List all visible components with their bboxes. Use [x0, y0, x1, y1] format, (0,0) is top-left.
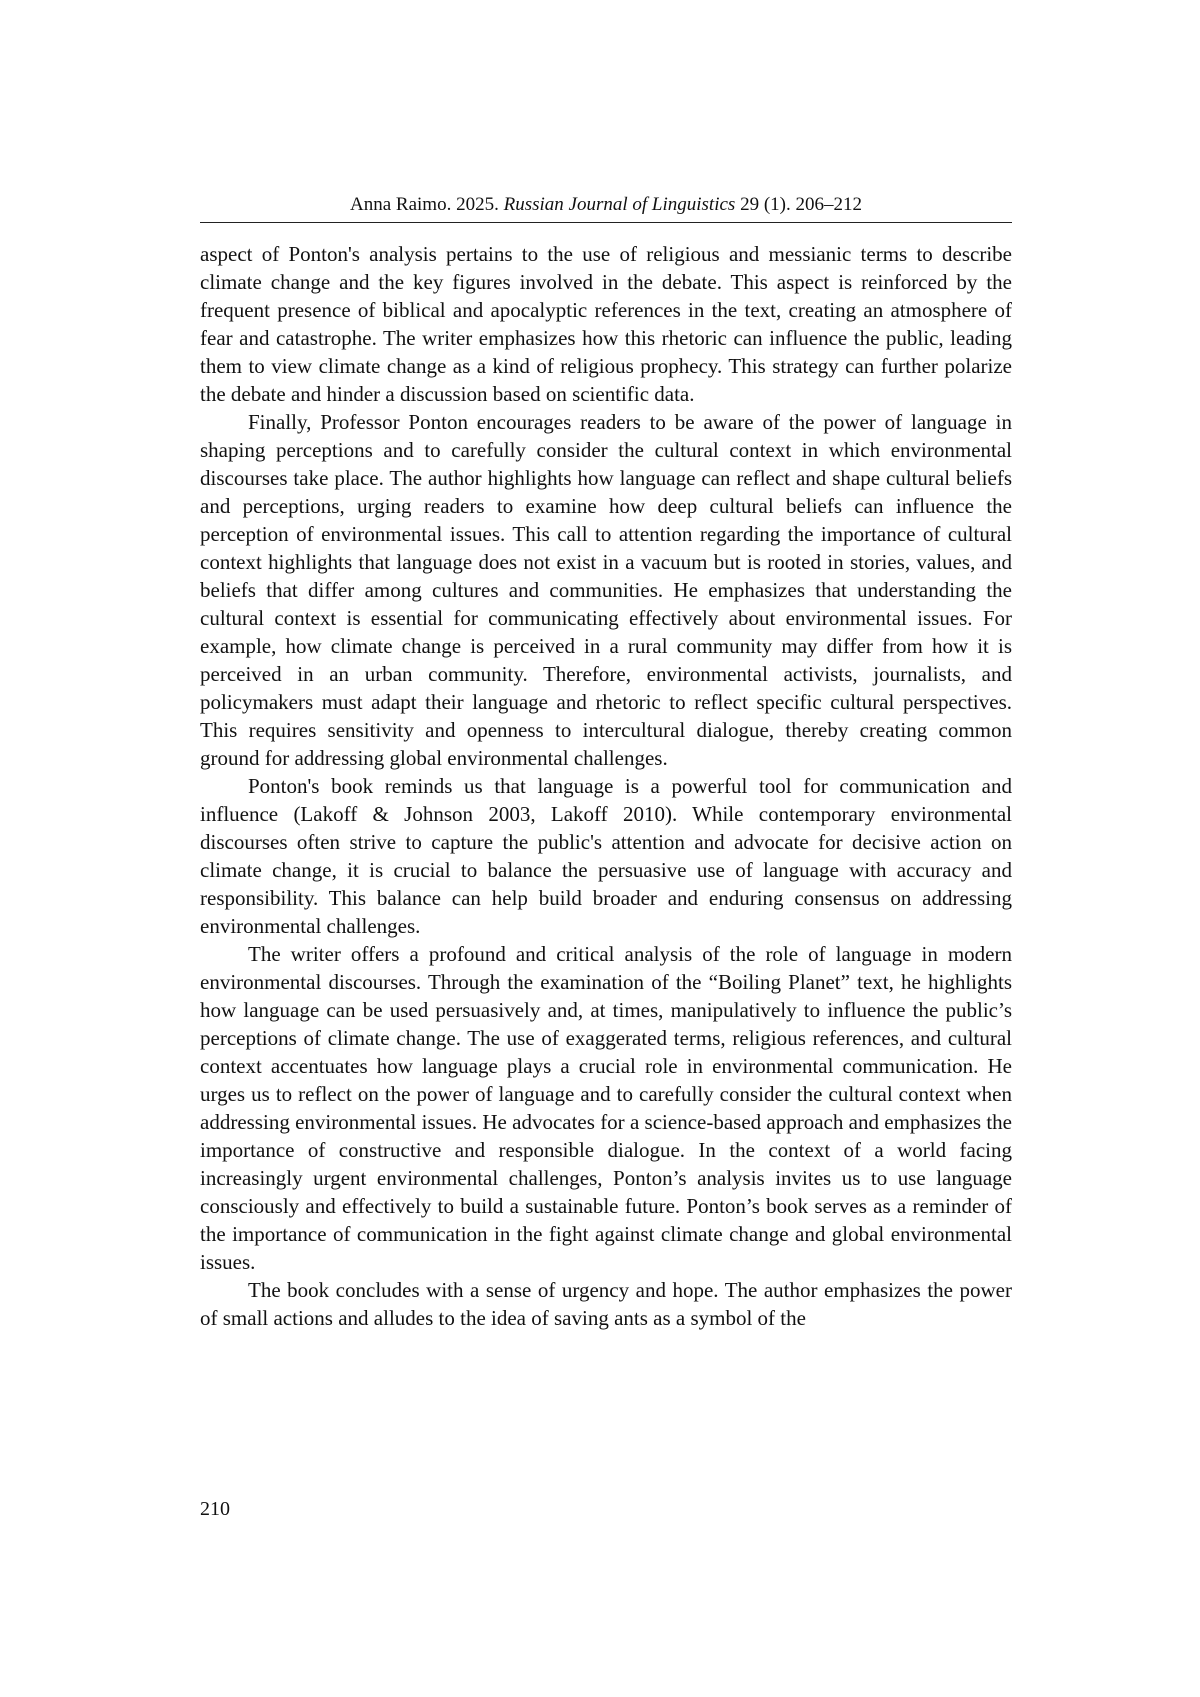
paragraph-continued: aspect of Ponton's analysis pertains to the use of religious and messianic terms to describe climate change and the key figures involved in the debate. This aspect is reinforced by the frequent presence of biblical and apocalyptic references in the text, creating an atmosphere of fear and catastrophe. The writer emphasizes how this rhetoric can influence the public, leading them to view climate change as a kind of religious prophecy. This strategy can further polarize the debate and hinder a discussion based on scientific data.: [200, 242, 1012, 406]
header-author-year: Anna Raimo. 2025.: [350, 194, 499, 215]
paragraph: The writer offers a profound and critical analysis of the role of language in modern environmental discourses. Through the examination of the “Boiling Planet” text, he highlights how language can be used persuasively and, at times, manipulatively to influence the public’s perceptions of climate change. The use of exaggerated terms, religious references, and cultural context accentuates how language plays a crucial role in environmental communication. He urges us to reflect on the power of language and to carefully consider the cultural context when addressing environmental issues. He advocates for a science-based approach and emphasizes the importance of constructive and responsible dialogue. In the context of a world facing increasingly urgent environmental challenges, Ponton’s analysis invites us to use language consciously and effectively to build a sustainable future. Ponton’s book serves as a reminder of the importance of communication in the fight against climate change and global environmental issues.: [200, 942, 1012, 1274]
paragraph: The book concludes with a sense of urgency and hope. The author emphasizes the power of small actions and alludes to the idea of saving ants as a symbol of the: [200, 1278, 1012, 1330]
header-divider: [200, 222, 1012, 223]
paragraph: Ponton's book reminds us that language is a powerful tool for communication and influence (Lakoff & Johnson 2003, Lakoff 2010). While contemporary environmental discourses often strive to capture the public's attention and advocate for decisive action on climate change, it is crucial to balance the persuasive use of language with accuracy and responsibility. This balance can help build broader and enduring consensus on addressing environmental challenges.: [200, 774, 1012, 938]
paragraph: Finally, Professor Ponton encourages readers to be aware of the power of language in shaping perceptions and to carefully consider the cultural context in which environmental discourses take place. The author highlights how language can reflect and shape cultural beliefs and perceptions, urging readers to examine how deep cultural beliefs can influence the perception of environmental issues. This call to attention regarding the importance of cultural context highlights that language does not exist in a vacuum but is rooted in stories, values, and beliefs that differ among cultures and communities. He emphasizes that understanding the cultural context is essential for communicating effectively about environmental issues. For example, how climate change is perceived in a rural community may differ from how it is perceived in an urban community. Therefore, environmental activists, journalists, and policymakers must adapt their language and rhetoric to reflect specific cultural perspectives. This requires sensitivity and openness to intercultural dialogue, thereby creating common ground for addressing global environmental challenges.: [200, 410, 1012, 770]
article-body: [200, 240, 1012, 1332]
running-header: [200, 193, 1012, 217]
header-journal-title: Russian Journal of Linguistics: [503, 194, 736, 215]
header-volume-pages: 29 (1). 206–212: [740, 194, 862, 215]
page-number: 210: [200, 1498, 230, 1520]
